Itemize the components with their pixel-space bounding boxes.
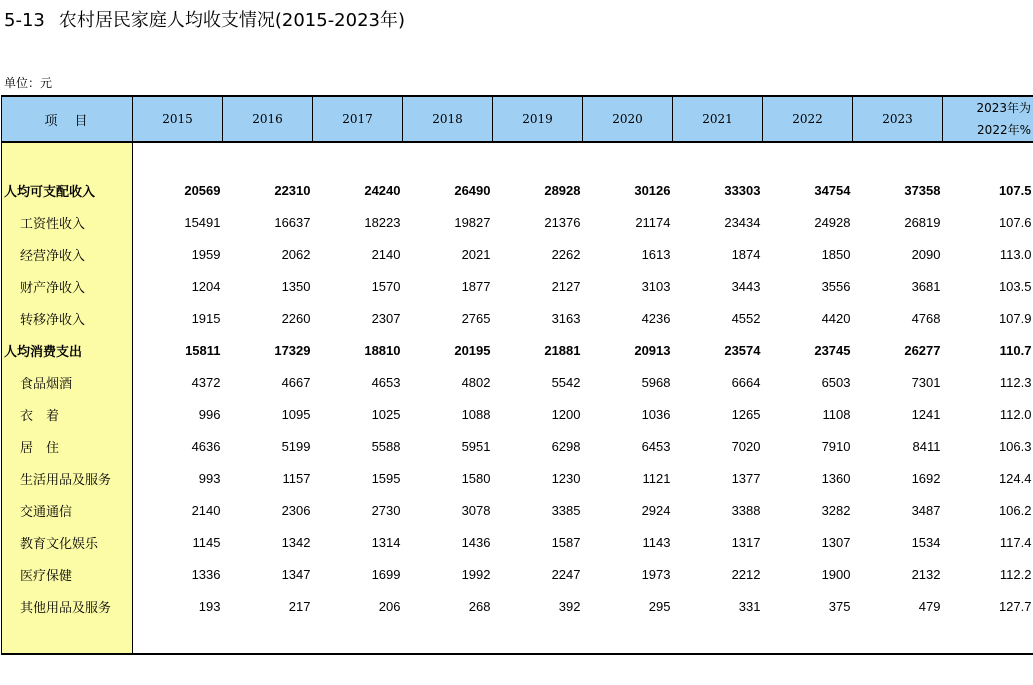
value-cell: 20195 — [454, 342, 491, 358]
value-cell: 3163 — [551, 310, 581, 326]
value-cell: 1121 — [642, 470, 671, 486]
row-label: 医疗保健 — [2, 558, 133, 590]
value-cell: 20569 — [184, 182, 221, 198]
value-cell: 1900 — [821, 566, 851, 582]
ratio-cell: 112.0 — [999, 406, 1032, 422]
row-label: 人均可支配收入 — [2, 174, 133, 206]
table-row — [2, 494, 1033, 526]
value-cell: 1377 — [731, 470, 761, 486]
value-cell: 2262 — [551, 246, 581, 262]
item-column-header: 项 目 — [2, 96, 133, 142]
value-cell: 4420 — [821, 310, 851, 326]
header-row — [2, 96, 1033, 142]
year-column-header: 2019 — [493, 96, 583, 142]
value-cell: 1360 — [821, 470, 851, 486]
value-cell: 1595 — [371, 470, 401, 486]
row-label: 其他用品及服务 — [2, 590, 133, 622]
value-cell: 1877 — [461, 278, 491, 294]
value-cell: 2090 — [911, 246, 941, 262]
value-cell: 1036 — [641, 406, 671, 422]
spacer-cell — [133, 142, 1033, 174]
value-cell: 1699 — [371, 566, 401, 582]
value-cell: 3443 — [731, 278, 761, 294]
value-cell: 23574 — [724, 342, 761, 358]
value-cell: 1874 — [731, 246, 761, 262]
table-row — [2, 238, 1033, 270]
table-row — [2, 334, 1033, 366]
value-cell: 1230 — [551, 470, 581, 486]
value-cell: 8411 — [912, 438, 941, 454]
value-cell: 1307 — [821, 534, 851, 550]
ratio-cell: 107.9 — [998, 310, 1032, 326]
value-cell: 21881 — [544, 342, 581, 358]
table-row — [2, 302, 1033, 334]
value-cell: 2132 — [911, 566, 941, 582]
table-body — [2, 142, 1033, 654]
value-cell: 30126 — [634, 182, 671, 198]
value-cell: 24240 — [364, 182, 401, 198]
spacer-row-bottom — [2, 622, 1033, 654]
value-cell: 6503 — [821, 374, 851, 390]
value-cell: 4768 — [911, 310, 941, 326]
value-cell: 1347 — [281, 566, 311, 582]
ratio-cell: 103.5 — [998, 278, 1032, 294]
value-cell: 1570 — [371, 278, 401, 294]
value-cell: 21376 — [544, 214, 581, 230]
value-cell: 15491 — [184, 214, 221, 230]
row-label: 财产净收入 — [2, 270, 133, 302]
row-label: 工资性收入 — [2, 206, 133, 238]
value-cell: 5542 — [551, 374, 581, 390]
value-cell: 331 — [738, 598, 761, 614]
value-cell: 3681 — [911, 278, 941, 294]
value-cell: 1204 — [191, 278, 221, 294]
value-cell: 2260 — [281, 310, 311, 326]
value-cell: 193 — [198, 598, 221, 614]
value-cell: 22310 — [274, 182, 311, 198]
table-row — [2, 174, 1033, 206]
ratio-cell: 112.2 — [999, 566, 1032, 582]
value-cell: 26277 — [904, 342, 941, 358]
page-title — [4, 6, 405, 32]
value-cell: 23434 — [724, 214, 761, 230]
label-cell-empty — [2, 142, 133, 174]
value-cell: 1973 — [641, 566, 671, 582]
year-column-header: 2021 — [673, 96, 763, 142]
value-cell: 2730 — [371, 502, 401, 518]
ratio-cell: 106.3 — [998, 438, 1032, 454]
value-cell: 1265 — [731, 406, 761, 422]
value-cell: 1850 — [821, 246, 851, 262]
value-cell: 1157 — [282, 470, 311, 486]
value-cell: 7020 — [731, 438, 761, 454]
year-column-header: 2020 — [583, 96, 673, 142]
value-cell: 1350 — [281, 278, 311, 294]
value-cell: 2247 — [551, 566, 581, 582]
ratio-cell: 110.7 — [999, 342, 1032, 358]
value-cell: 4636 — [191, 438, 221, 454]
value-cell: 17329 — [274, 342, 311, 358]
value-cell: 16637 — [274, 214, 311, 230]
ratio-column-header — [943, 96, 1033, 142]
value-cell: 1241 — [911, 406, 941, 422]
value-cell: 1692 — [911, 470, 941, 486]
value-cell: 4236 — [641, 310, 671, 326]
table-row — [2, 398, 1033, 430]
table-row — [2, 558, 1033, 590]
value-cell: 1317 — [731, 534, 761, 550]
year-column-header: 2022 — [763, 96, 853, 142]
value-cell: 2765 — [461, 310, 491, 326]
value-cell: 6453 — [641, 438, 671, 454]
year-column-header: 2016 — [223, 96, 313, 142]
value-cell: 20913 — [634, 342, 671, 358]
value-cell: 3388 — [731, 502, 761, 518]
ratio-cell: 117.4 — [999, 534, 1032, 550]
value-cell: 2021 — [461, 246, 491, 262]
value-cell: 1143 — [642, 534, 671, 550]
row-label: 交通通信 — [2, 494, 133, 526]
table-number: 5-13 — [4, 10, 45, 31]
value-cell: 1314 — [371, 534, 401, 550]
row-label: 教育文化娱乐 — [2, 526, 133, 558]
ratio-header-line1: 2023年为 — [976, 101, 1031, 115]
table-row — [2, 590, 1033, 622]
year-column-header: 2017 — [313, 96, 403, 142]
value-cell: 996 — [198, 406, 221, 422]
table-row — [2, 526, 1033, 558]
unit-label: 单位：元 — [4, 76, 53, 90]
value-cell: 2062 — [281, 246, 311, 262]
value-cell: 19827 — [454, 214, 491, 230]
row-label: 经营净收入 — [2, 238, 133, 270]
value-cell: 1580 — [461, 470, 491, 486]
value-cell: 3078 — [461, 502, 491, 518]
value-cell: 24928 — [814, 214, 851, 230]
value-cell: 217 — [288, 598, 311, 614]
value-cell: 1145 — [192, 534, 221, 550]
value-cell: 3487 — [911, 502, 941, 518]
value-cell: 3282 — [821, 502, 851, 518]
value-cell: 18810 — [364, 342, 401, 358]
value-cell: 206 — [378, 598, 401, 614]
row-label: 衣 着 — [2, 398, 133, 430]
row-label: 生活用品及服务 — [2, 462, 133, 494]
value-cell: 6664 — [731, 374, 761, 390]
ratio-cell: 107.5 — [998, 182, 1032, 198]
value-cell: 18223 — [364, 214, 401, 230]
value-cell: 2924 — [641, 502, 671, 518]
spacer-cell — [133, 622, 1033, 654]
value-cell: 1342 — [281, 534, 311, 550]
ratio-cell: 112.3 — [999, 374, 1032, 390]
value-cell: 7910 — [821, 438, 851, 454]
value-cell: 37358 — [904, 182, 941, 198]
ratio-header-line2: 2022年% — [977, 123, 1031, 137]
value-cell: 1200 — [551, 406, 581, 422]
value-cell: 3556 — [821, 278, 851, 294]
table-row — [2, 366, 1033, 398]
value-cell: 1587 — [551, 534, 581, 550]
value-cell: 34754 — [814, 182, 851, 198]
table-title-text: 农村居民家庭人均收支情况(2015-2023年) — [58, 10, 406, 31]
row-label: 转移净收入 — [2, 302, 133, 334]
value-cell: 3385 — [551, 502, 581, 518]
value-cell: 1088 — [461, 406, 491, 422]
value-cell: 5199 — [281, 438, 311, 454]
spacer-row-top — [2, 142, 1033, 174]
value-cell: 33303 — [724, 182, 761, 198]
value-cell: 1336 — [191, 566, 221, 582]
ratio-cell: 107.6 — [998, 214, 1032, 230]
value-cell: 21174 — [635, 214, 671, 230]
value-cell: 993 — [198, 470, 221, 486]
value-cell: 392 — [558, 598, 581, 614]
value-cell: 1992 — [461, 566, 491, 582]
value-cell: 1534 — [911, 534, 941, 550]
value-cell: 1108 — [822, 406, 851, 422]
value-cell: 1095 — [281, 406, 311, 422]
row-label: 居 住 — [2, 430, 133, 462]
value-cell: 28928 — [544, 182, 581, 198]
value-cell: 2212 — [731, 566, 761, 582]
value-cell: 3103 — [641, 278, 671, 294]
table-row — [2, 462, 1033, 494]
value-cell: 2140 — [371, 246, 401, 262]
value-cell: 479 — [918, 598, 941, 614]
income-expenditure-table — [1, 95, 1033, 655]
value-cell: 4552 — [731, 310, 761, 326]
value-cell: 5968 — [641, 374, 671, 390]
value-cell: 23745 — [814, 342, 851, 358]
row-label: 人均消费支出 — [2, 334, 133, 366]
value-cell: 1915 — [191, 310, 221, 326]
value-cell: 5951 — [461, 438, 491, 454]
value-cell: 7301 — [911, 374, 941, 390]
year-column-header: 2018 — [403, 96, 493, 142]
value-cell: 1436 — [461, 534, 491, 550]
year-column-header: 2015 — [133, 96, 223, 142]
value-cell: 5588 — [371, 438, 401, 454]
value-cell: 375 — [828, 598, 851, 614]
value-cell: 2140 — [191, 502, 221, 518]
value-cell: 1025 — [371, 406, 401, 422]
year-column-header: 2023 — [853, 96, 943, 142]
value-cell: 2307 — [371, 310, 401, 326]
value-cell: 1613 — [641, 246, 671, 262]
value-cell: 26490 — [454, 182, 491, 198]
ratio-cell: 127.7 — [998, 598, 1032, 614]
value-cell: 4372 — [191, 374, 221, 390]
ratio-cell: 124.4 — [998, 470, 1032, 486]
value-cell: 6298 — [551, 438, 581, 454]
table-row — [2, 270, 1033, 302]
value-cell: 4653 — [371, 374, 401, 390]
table-row — [2, 206, 1033, 238]
value-cell: 15811 — [185, 342, 221, 358]
value-cell: 2306 — [281, 502, 311, 518]
value-cell: 4802 — [461, 374, 491, 390]
value-cell: 1959 — [191, 246, 221, 262]
value-cell: 2127 — [551, 278, 581, 294]
ratio-cell: 106.2 — [998, 502, 1032, 518]
value-cell: 4667 — [281, 374, 311, 390]
value-cell: 295 — [648, 598, 671, 614]
table-row — [2, 430, 1033, 462]
value-cell: 268 — [468, 598, 491, 614]
label-cell-empty — [2, 622, 133, 654]
row-label: 食品烟酒 — [2, 366, 133, 398]
ratio-cell: 113.0 — [999, 246, 1032, 262]
value-cell: 26819 — [904, 214, 941, 230]
